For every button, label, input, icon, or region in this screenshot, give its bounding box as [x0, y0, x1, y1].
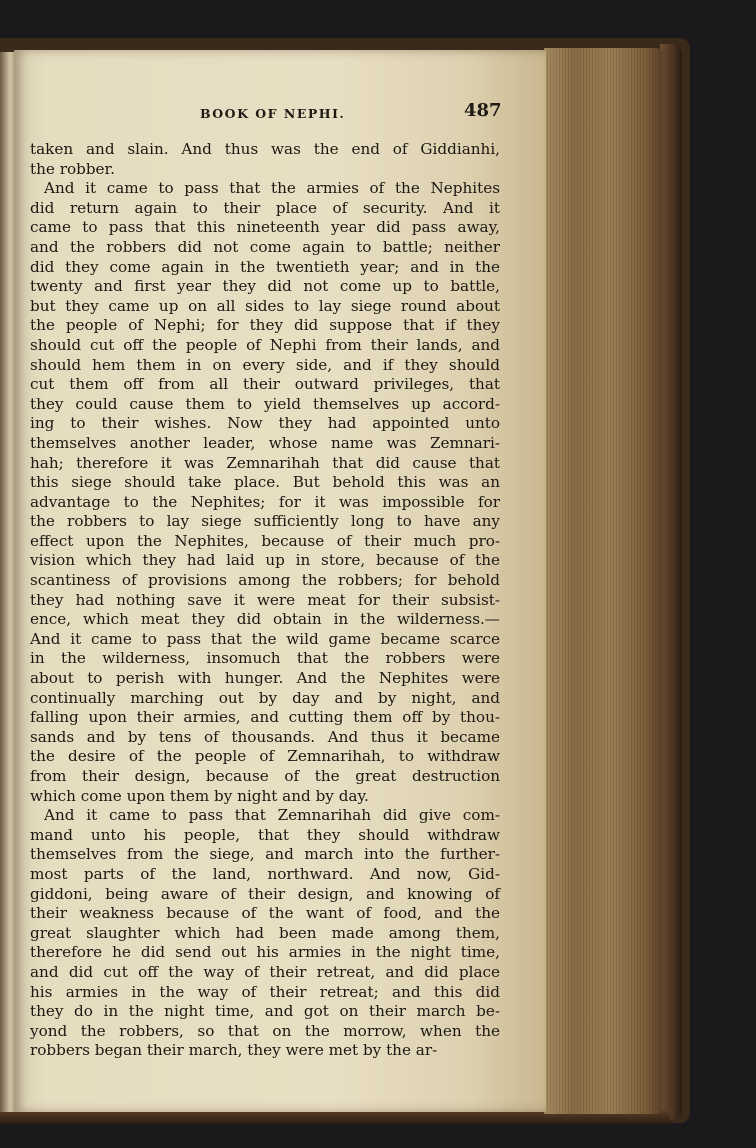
text-line: the people of Nephi; for they did suppose that if they — [30, 316, 500, 335]
text-line: should hem them in on every side, and if they should — [30, 355, 500, 374]
text-line: themselves from the siege, and march into the further- — [30, 845, 500, 864]
text-line: ing to their wishes. Now they had appointed unto — [30, 414, 500, 433]
text-line: did return again to their place of security. And it — [30, 198, 500, 217]
text-line: and did cut off the way of their retreat, and did place — [30, 962, 500, 981]
text-line: which come upon them by night and by day. — [30, 786, 369, 805]
text-line: his armies in the way of their retreat; and this did — [30, 982, 500, 1001]
text-line: came to pass that this nineteenth year did pass away, — [30, 218, 500, 237]
text-line: did they come again in the twentieth year; and in the — [30, 257, 500, 276]
text-line: from their design, because of the great destruction — [30, 767, 500, 785]
text-line: this siege should take place. But behold this was an — [30, 473, 500, 492]
text-line: scantiness of provisions among the robbers; for behold — [30, 571, 500, 590]
text-line: great slaughter which had been made among them, — [30, 923, 500, 942]
text-line: twenty and first year they did not come up to battle, — [30, 277, 500, 296]
text-line: most parts of the land, northward. And now, Gid- — [30, 864, 500, 883]
text-line: yond the robbers, so that on the morrow, when the — [30, 1021, 500, 1040]
text-line: therefore he did send out his armies in the night time, — [30, 943, 500, 962]
running-head: BOOK OF NEPHI. — [200, 106, 346, 121]
text-line: And it came to pass that the wild game became scarce — [30, 629, 500, 648]
text-line: should cut off the people of Nephi from their lands, and — [30, 335, 500, 354]
page-body-text — [30, 140, 500, 1061]
text-line: taken and slain. And thus was the end of Giddianhi, — [30, 140, 500, 158]
text-line: sands and by tens of thousands. And thus it became — [30, 727, 500, 746]
text-line: hah; therefore it was Zemnarihah that did cause that — [30, 453, 500, 472]
text-line: cut them off from all their outward privileges, that — [30, 375, 500, 394]
text-line: in the wilderness, insomuch that the robbers were — [30, 649, 500, 668]
text-line: they could cause them to yield themselves up accord- — [30, 394, 500, 413]
text-line: continually marching out by day and by night, and — [30, 688, 500, 707]
text-line: their weakness because of the want of food, and the — [30, 904, 500, 923]
text-line: falling upon their armies, and cutting them off by thou- — [30, 708, 500, 727]
text-line: ence, which meat they did obtain in the wilderness.— — [30, 610, 500, 629]
text-line: the robber. — [30, 159, 115, 178]
text-line: And it came to pass that the armies of the Nephites — [44, 179, 500, 198]
page-block-edges — [544, 48, 662, 1114]
text-line: and the robbers did not come again to battle; neither — [30, 237, 500, 256]
text-line: robbers began their march, they were met by the ar- — [30, 1041, 438, 1060]
text-line: advantage to the Nephites; for it was impossible for — [30, 492, 500, 511]
page-number: 487 — [464, 100, 502, 121]
text-line: vision which they had laid up in store, because of the — [30, 551, 500, 570]
text-line: effect upon the Nephites, because of their much pro- — [30, 531, 500, 550]
book-cover-edge — [660, 44, 682, 1120]
text-line: themselves another leader, whose name was Zemnari- — [30, 433, 500, 452]
text-line: about to perish with hunger. And the Nephites were — [30, 669, 500, 688]
text-line: the desire of the people of Zemnarihah, to withdraw — [30, 747, 500, 766]
text-line: they had nothing save it were meat for their subsist- — [30, 590, 500, 609]
text-line: they do in the night time, and got on their march be- — [30, 1002, 500, 1021]
text-line: mand unto his people, that they should withdraw — [30, 825, 500, 844]
page-header — [14, 100, 546, 126]
text-line: And it came to pass that Zemnarihah did give com- — [44, 806, 500, 825]
facing-page-edge — [0, 52, 14, 1112]
text-line: but they came up on all sides to lay siege round about — [30, 296, 500, 315]
text-line: giddoni, being aware of their design, and knowing of — [30, 884, 500, 903]
text-line: the robbers to lay siege sufficiently long to have any — [30, 512, 500, 531]
